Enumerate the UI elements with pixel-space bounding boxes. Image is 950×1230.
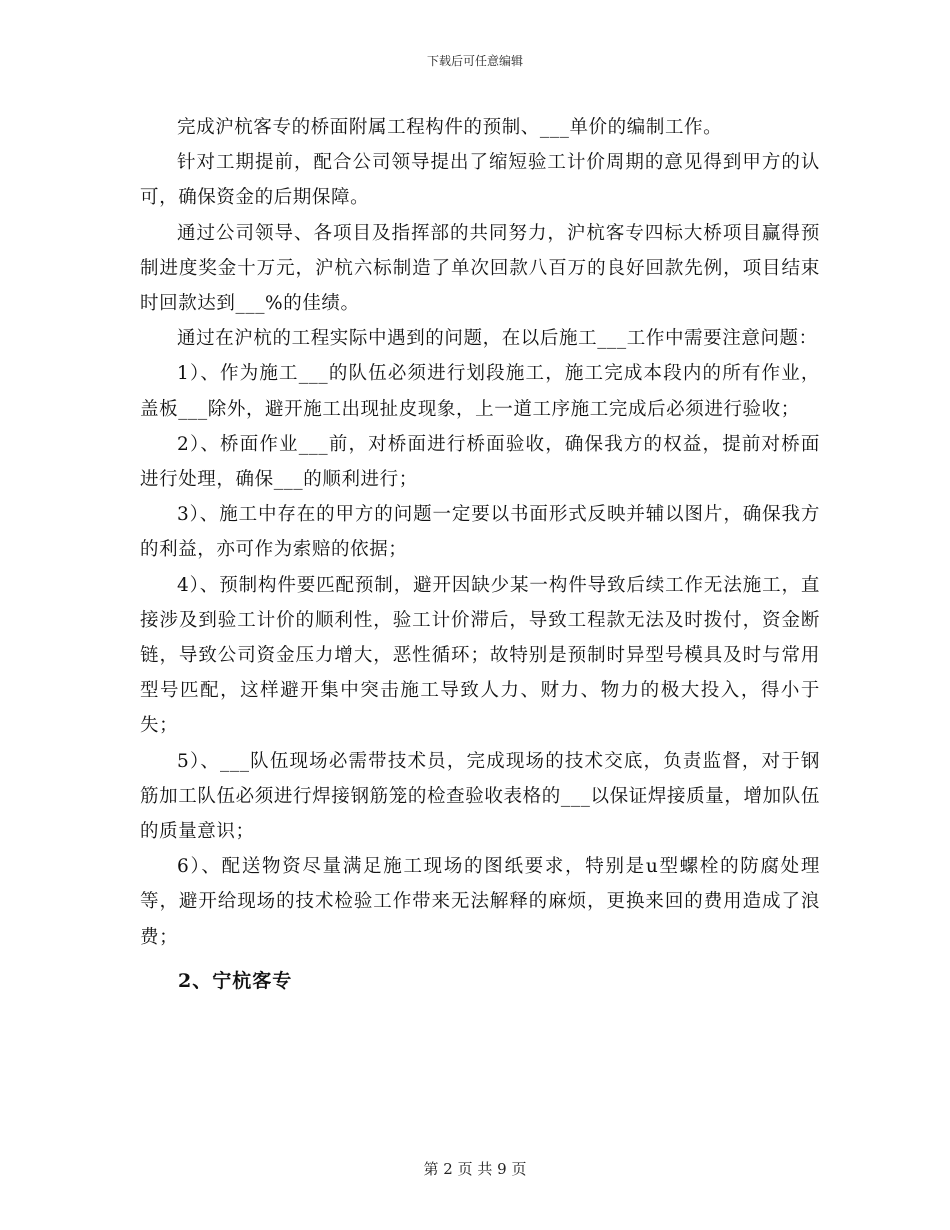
page-header: 下载后可任意编辑: [426, 54, 523, 68]
section-heading: 2、宁杭客专: [178, 969, 293, 992]
paragraph-2: 针对工期提前，配合公司领导提出了缩短验工计价周期的意见得到甲方的认可，确保资金的后期保障。: [140, 152, 820, 209]
paragraph-3: 通过公司领导、各项目及指挥部的共同努力，沪杭客专四标大桥项目赢得预制进度奖金十万元，沪杭六标制造了单次回款八百万的良好回款先例，项目结束时回款达到___%的佳绩。: [140, 222, 820, 315]
paragraph-1: 完成沪杭客专的桥面附属工程构件的预制、___单价的编制工作。: [177, 117, 723, 138]
document-body: [140, 110, 820, 999]
list-item-1: 1）、作为施工___的队伍必须进行划段施工，施工完成本段内的所有作业，盖板___除外，避开施工出现扯皮现象，上一道工序施工完成后必须进行验收；: [140, 363, 820, 420]
list-item-6: 6）、配送物资尽量满足施工现场的图纸要求，特别是u型螺栓的防腐处理等，避开给现场的技术检验工作带来无法解释的麻烦，更换来回的费用造成了浪费；: [140, 856, 820, 948]
list-item-3: 3）、施工中存在的甲方的问题一定要以书面形式反映并辅以图片，确保我方的利益，亦可作为索赔的依据；: [140, 504, 820, 561]
list-item-5: 5）、___队伍现场必需带技术员，完成现场的技术交底，负责监督，对于钢筋加工队伍必须进行焊接钢筋笼的检查验收表格的___以保证焊接质量，增加队伍的质量意识；: [140, 750, 820, 843]
page-footer: 第 2 页 共 9 页: [423, 1160, 527, 1178]
list-item-2: 2）、桥面作业___前，对桥面进行桥面验收，确保我方的权益，提前对桥面进行处理，确保___的顺利进行；: [140, 433, 820, 491]
paragraph-4: 通过在沪杭的工程实际中遇到的问题，在以后施工___工作中需要注意问题：: [177, 328, 818, 350]
list-item-4: 4）、预制构件要匹配预制，避开因缺少某一构件导致后续工作无法施工，直接涉及到验工计价的顺利性，验工计价滞后，导致工程款无法及时拨付，资金断链，导致公司资金压力增大，恶性循环；故特别是预制时异型号模具及时与常用型号匹配，这样避开集中突击施工导致人力、财力、物力的极大投入，得小于失；: [140, 574, 820, 737]
